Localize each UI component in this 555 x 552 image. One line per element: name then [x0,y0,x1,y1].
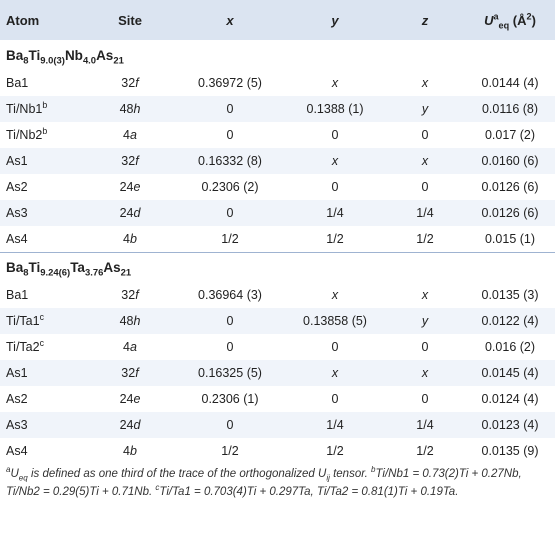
site-multiplicity: 32 [121,76,136,90]
site-multiplicity: 48 [119,102,134,116]
site-wyckoff-letter: b [130,231,137,246]
table-row [0,412,555,438]
site-multiplicity: 24 [119,418,134,432]
header-x: x [226,12,234,28]
cell-x: 1/2 [221,444,239,458]
cell-site [85,360,175,386]
cell-y: 0 [331,392,339,406]
cell-atom: Ti/Ta2$^c$ [6,337,44,354]
cell-ueq: 0.0123 (4) [481,418,539,432]
site-wyckoff-letter: f [135,76,139,90]
header-y: y [331,12,339,28]
cell-atom: As2 [6,392,28,406]
cell-z: 1/2 [416,444,434,458]
site-wyckoff-letter: e [133,392,141,406]
cell-atom: As3 [6,418,28,432]
cell-z: x [421,76,429,90]
cell-y: 1/2 [326,231,344,246]
cell-site [85,122,175,148]
cell-ueq: 0.015 (1) [484,231,536,246]
site-multiplicity: 24 [119,180,134,194]
cell-site [85,412,175,438]
cell-z: 1/2 [416,231,434,246]
cell-y: 0 [331,340,339,354]
cell-atom: As1 [6,154,28,168]
cell-atom: As3 [6,206,28,220]
cell-site [85,386,175,412]
cell-site [85,148,175,174]
site-wyckoff-letter: h [133,102,141,116]
cell-x: 0 [226,206,234,220]
table-body [0,40,555,464]
cell-y: x [331,288,339,302]
cell-z: 0 [421,180,429,194]
cell-y: 0 [331,128,339,142]
cell-x: 0.36972 (5) [198,76,262,90]
cell-ueq: 0.0145 (4) [481,366,539,380]
cell-x: 0.2306 (1) [201,392,259,406]
cell-site [85,70,175,96]
cell-x: 0 [226,128,234,142]
cell-y: x [331,154,339,168]
footnote-text: $^aU_{eq}$ is defined as one third of the trace of the orthogonalized $U_{ij}$ tensor. $^b$Ti/Nb1 = 0.73(2)Ti + 0.27Nb, Ti/Nb2 = 0.29(5)Ti + 0.71Nb. $^c$Ti/Ta1 = 0.703(4)Ti + 0.297Ta, Ti/Ta2 = 0.81(1)Ti + 0.19Ta. [6,465,522,498]
cell-x: 0.16325 (5) [198,366,262,380]
cell-x: 0 [226,102,234,116]
table-row [0,334,555,360]
table-row [0,226,555,252]
cell-site [85,282,175,308]
cell-z: 1/4 [416,206,434,220]
table-row [0,122,555,148]
site-multiplicity: 4 [123,444,130,458]
cell-atom: Ti/Nb2$^b$ [6,125,48,142]
site-wyckoff-letter: f [135,288,139,302]
site-multiplicity: 24 [119,206,134,220]
site-wyckoff-letter: d [133,418,141,432]
cell-ueq: 0.0160 (6) [481,154,539,168]
table-row [0,70,555,96]
cell-site [85,174,175,200]
cell-ueq: 0.0122 (4) [481,314,539,328]
cell-atom: Ti/Ta1$^c$ [6,311,44,328]
site-multiplicity: 24 [119,392,134,406]
table-row [0,438,555,464]
cell-z: 1/4 [416,418,434,432]
table-header-row [0,0,555,40]
site-multiplicity: 4 [123,340,130,354]
header-site: Site [118,12,142,28]
section-title: $Ba_8Ti_{9.0(3)}Nb_{4.0}As_{21}$ [6,47,124,67]
table-row [0,308,555,334]
cell-site [85,334,175,360]
cell-y: x [331,366,339,380]
cell-z: y [421,102,429,116]
cell-z: x [421,366,429,380]
site-multiplicity: 32 [121,366,136,380]
cell-atom: Ba1 [6,76,29,90]
section-header-row [0,252,555,282]
cell-site [85,96,175,122]
cell-y: 0.13858 (5) [303,314,367,328]
table-row [0,386,555,412]
table-row [0,282,555,308]
cell-z: 0 [421,340,429,354]
cell-x: 0.16332 (8) [198,154,262,168]
cell-ueq: 0.0116 (8) [481,102,539,116]
site-wyckoff-letter: d [133,206,141,220]
cell-ueq: 0.017 (2) [484,128,536,142]
header-ueq: $U^a_{eq}$ $(Å^2)$ [484,11,536,31]
cell-x: 0.36964 (3) [198,288,262,302]
cell-atom: Ba1 [6,288,29,302]
section-title: $Ba_8Ti_{9.24(6)}Ta_{3.76}As_{21}$ [6,259,132,279]
header-atom: Atom [6,12,40,28]
cell-ueq: 0.0126 (6) [481,180,539,194]
cell-atom: As2 [6,180,28,194]
site-multiplicity: 4 [123,231,130,246]
cell-ueq: 0.0135 (9) [481,444,539,458]
cell-z: y [421,314,429,328]
cell-z: x [421,288,429,302]
cell-z: 0 [421,392,429,406]
site-wyckoff-letter: a [130,340,137,354]
cell-atom: As4 [6,444,28,458]
site-wyckoff-letter: b [130,444,137,458]
cell-x: 0 [226,314,234,328]
cell-y: 1/2 [326,444,344,458]
site-wyckoff-letter: a [130,128,137,142]
cell-ueq: 0.0144 (4) [481,76,539,90]
cell-atom: Ti/Nb1$^b$ [6,99,48,116]
cell-y: x [331,76,339,90]
cell-z: 0 [421,128,429,142]
cell-ueq: 0.0124 (4) [481,392,539,406]
table-row [0,200,555,226]
table-row [0,96,555,122]
cell-site [85,200,175,226]
cell-site [85,308,175,334]
cell-ueq: 0.0126 (6) [481,206,539,220]
table-row [0,360,555,386]
site-wyckoff-letter: h [133,314,141,328]
header-z: z [421,12,429,28]
cell-y: 0 [331,180,339,194]
site-multiplicity: 48 [119,314,134,328]
site-multiplicity: 32 [121,288,136,302]
cell-ueq: 0.016 (2) [484,340,536,354]
cell-x: 0.2306 (2) [201,180,259,194]
cell-x: 0 [226,340,234,354]
cell-atom: As1 [6,366,28,380]
cell-atom: As4 [6,231,28,246]
site-multiplicity: 32 [121,154,136,168]
site-wyckoff-letter: f [135,366,139,380]
cell-ueq: 0.0135 (3) [481,288,539,302]
cell-x: 1/2 [221,231,239,246]
table-footnote [6,465,551,501]
section-header-row [0,40,555,70]
cell-x: 0 [226,418,234,432]
cell-y: 1/4 [326,206,344,220]
site-multiplicity: 4 [123,128,130,142]
cell-site [85,226,175,252]
cell-y: 1/4 [326,418,344,432]
cell-y: 0.1388 (1) [306,102,364,116]
site-wyckoff-letter: f [135,154,139,168]
table-row [0,174,555,200]
site-wyckoff-letter: e [133,180,141,194]
table-row [0,148,555,174]
cell-z: x [421,154,429,168]
cell-site [85,438,175,464]
